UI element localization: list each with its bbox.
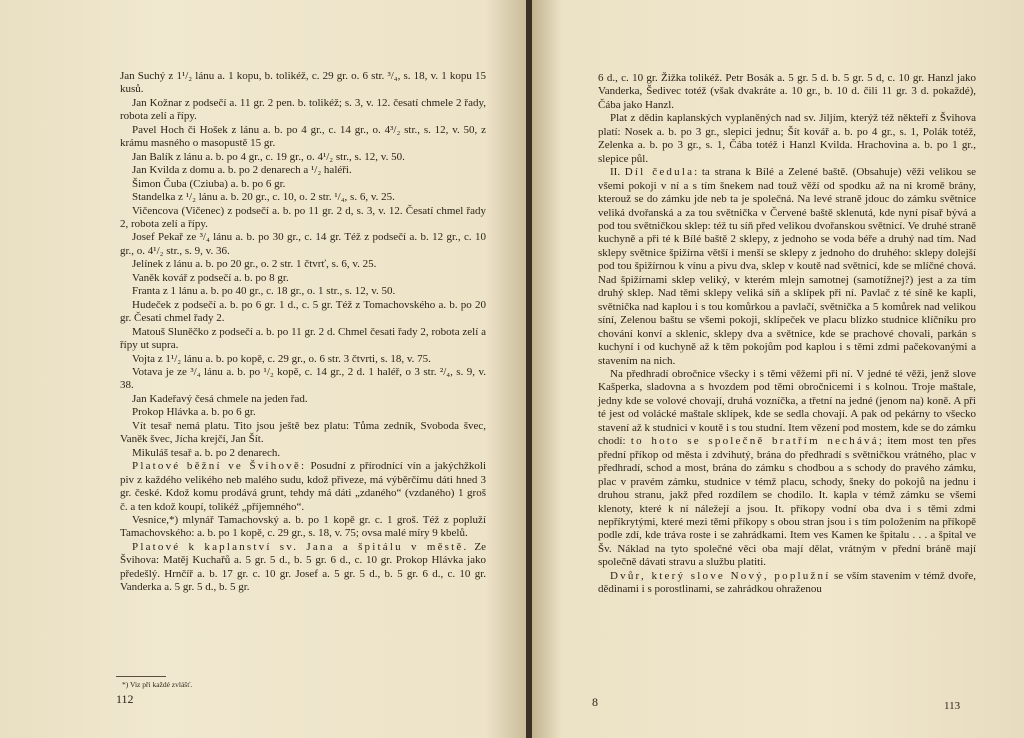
spaced-heading: Platové k kaplanství sv. Jana a špitálu v městě.: [132, 540, 469, 553]
section-paragraph-predhradi: [598, 368, 976, 570]
right-page-text: [598, 72, 976, 597]
paragraph: Vičencova (Vičenec) z podsečí a. b. po 11 gr. 2 d, s. 3, v. 12. Česatí chmel řady 2, robota zelí a řípy.: [120, 204, 486, 230]
paragraph: Jan Kvilda z domu a. b. po 2 denarech a ¹/₂ haléři.: [132, 164, 352, 177]
paragraph: Šimon Čuba (Cziuba) a. b. po 6 gr.: [132, 177, 286, 190]
paragraph: Vesnice,*) mlynář Tamachovský a. b. po 1 kopě gr. c. 1 groš. Též z popluží Tamachovského: a. b. po 1 kopě, c. 29 gr., s. 18, v. 75; ovsa malé míry 9 kbelů.: [120, 513, 486, 540]
section-number: II.: [610, 166, 625, 179]
paragraph: Plat z dědin kaplanských vyplaněných nad sv. Jiljím, kterýž též někteří z Švihova platí: Nosek a. b. po 3 gr., slepici jednu; Šít kovář a. b. po 4 gr., s. 1, Polák totéž, Zelenka a. b. po 3 gr., s. 1, Čába totéž i Hanzl Kvilda. Hrachovina a. b. po 1 gr., slepice půl.: [598, 112, 976, 165]
paragraph: Jan Suchý z 1¹/₂ lánu a. 1 kopu, b. tolikéž, c. 29 gr. o. 6 str. ³/₄, s. 18, v. 1 kopu 15 kusů.: [120, 70, 486, 96]
paragraph: Jan Balík z lánu a. b. po 4 gr., c. 19 gr., o. 4¹/₂ str., s. 12, v. 50.: [132, 150, 405, 163]
paragraph: Jelínek z lánu a. b. po 20 gr., o. 2 str. 1 čtvrť, s. 6, v. 25.: [132, 258, 377, 271]
paragraph-body: Posudní z přírodnící vín a jakýchžkoli piv z každého velikého neb malého sudu, kdož přiveze, má výběrčímu dáti hned 3 gr. české. Kdož komu prodává grunt, tehdy má dáti „zdaného“ (vzdaného) 1 groš č. a ten kdož koupí, tolikéž „příjemného“.: [120, 460, 486, 513]
page-number-right: 113: [944, 700, 961, 712]
paragraph: 6 d., c. 10 gr. Žižka tolikéž. Petr Bosák a. 5 gr. 5 d. b. 5 gr. 5 d, c. 10 gr. Hanzl jako Vanderka, Šedivec totéž (však dvakráte a. 10 gr., b. 10 d. čili 11 gr. 3 d. pokaždé), Čába jako Hanzl.: [598, 72, 976, 111]
section-paragraph-svihov: [120, 460, 486, 514]
paragraph: Franta z 1 lánu a. b. po 40 gr., c. 18 gr., o. 1 str., s. 12, v. 50.: [132, 285, 396, 298]
spaced-heading: Díl čedula: [624, 166, 695, 179]
paragraph-body: se vším stavením v témž dvoře, dědinami i s porostlinami, se zahrádkou ohraženou: [598, 569, 976, 596]
paragraph: Hudeček z podsečí a. b. po 6 gr. 1 d., c. 5 gr. Též z Tomachovského a. b. po 20 gr. Česati chmel řady 2.: [120, 298, 486, 325]
paragraph-body: Ze Švihova: Matěj Kuchařů a. 5 gr. 5 d., b. 5 gr. 6 d., c. 10 gr. Prokop Hlávka jako předešlý. Hrnčíř a. b. 17 gr. c. 10 gr. Josef a. 5 gr. 5 d., b. 5 gr. 6 d., c. 10 gr. Vanderka a. 5 gr. 5 d., b. 5 gr.: [120, 540, 486, 594]
paragraph: Josef Pekař ze ³/₄ lánu a. b. po 30 gr., c. 14 gr. Též z podsečí a. b. 12 gr., c. 10 gr., o. 4¹/₂ str., s. 9, v. 36.: [120, 231, 486, 257]
section-paragraph-dil: [598, 166, 976, 368]
footnote: *) Viz při každé zvlášť.: [122, 680, 193, 689]
page-number-left: 112: [116, 692, 134, 706]
paragraph-body: Na předhradí obročnice všecky i s těmi věžemi při ní. V jedné té věži, jenž slove Kašperka, sladovna a s hvozdem pod těmi obročnicemi i s kolnou. Troje maštale, jedny kde se volové chovají, druhá vozníčka, a třetní na jedné (jenom na) koně. A při té jest od volácké maštale sklípek, kde se sedla chovají. A pak od pekárny to všecko stavení až k studnici v koutě i s tou studní. Item vězení pod mostem, kde se do zámku chodí:: [598, 367, 976, 448]
paragraph: Matouš Sluněčko z podsečí a. b. po 11 gr. 2 d. Chmel česati řady 2, robota zelí a řípy ut supra.: [120, 325, 486, 352]
paragraph: Pavel Hoch či Hošek z lánu a. b. po 4 gr., c. 14 gr., o. 4³/₂ str., s. 12, v. 50, z krámu masného o masopustě 15 gr.: [120, 123, 486, 150]
paragraph: Standelka z ¹/₂ lánu a. b. 20 gr., c. 10, o. 2 str. ¹/₄, s. 6, v. 25.: [132, 191, 395, 204]
section-paragraph-kaplanstvi: [120, 541, 486, 595]
section-paragraph-dvur: [598, 570, 976, 597]
paragraph: Vít tesař nemá platu. Tito jsou ještě bez platu: Tůma zedník, Svoboda švec, Vaněk švec, Jícha krejčí, Jan Šít.: [120, 419, 486, 446]
paragraph: Vojta z 1¹/₂ lánu a. b. po kopě, c. 29 gr., o. 6 str. 3 čtvrti, s. 18, v. 75.: [132, 352, 431, 365]
spaced-phrase: to hoto se společně bratřím nechává: [630, 435, 879, 448]
paragraph-body: : ta strana k Bílé a Zelené baště. (Obsahuje) věži velikou se všemi pokoji v ní a s tím šnekem nad touž věží od spodku až na ni kromě brány, kterouž se do zámku jde neb ta je společná. Na levé straně jdouc do zámku světnice veliká dvořanská a za tou světnička v Červené baště sklenutá, kde nyní písař bývá a pod tou světničkou sklep: též tu síň před velikou dvořanskou světnicí. Ve druhé straně kuchyně a při té k Bílé baště 2 sklepy, z jednoho se voda béře a druhý nad tím. Nad sklepy světnice špižírna větší i menší se sklepy z jednoho do druhého: sklepy dolejší pod tou špižírnou k vínu a pivu dva, sklep v koutě nad světnicí, kde se mlíčné chová. Nad špižírnami sklep veliký, v kterém mlejn samotnej (samotížnej?) jest a za tím druhý sklep. Nad těmi sklepy veliká síň a sklípek při ní. Pavlač z té síně ke kapli, světnička nad kaplou i s tou komůrkou a pavlačí, světnička a 5 komůrek nad velikou síní, Zelenou baštu se všemi pokoji, sklípeček ve placu blízko studnice klíčníku pro chování konví a sklenic, sklepy dva a světnice, kde se prachové chovali, parkán s kuchyní i od kuchyně až k těm pokojům pod kaplou i s těmi zdmi pačekovanými a stavením na nich.: [598, 166, 977, 367]
paragraph-body: ; item most ten přes přední příkop od města i zdvihutý, brána do předhradí s světničkou vrátného, plac v předhradí, schod a most, brána do zámku s chodbou a s schody do pravého zámku, plac v pravém zámku, studnice v témž placu, schody, šneky do pokojů na jednu i druhou stranu, jakž před rozdílem se chodilo. It. kapla v témž zámku se všemi klenoty, které k ní náležejí a jsou. It. příkopy vodní oba dva i s těmi zdmi nepříkrytými, které mezi těmi příkopy s obou stran jsou i s tím položením na příkopě podle zdí, kde tráva roste i se zahrádkami. Item ves Kamen ke špitalu . . . a špital ve Šv. Náklad na tyto společné věci oba mají dělat, vrátným v přední bráně mají společně dávati stravu a službu platiti.: [598, 435, 977, 569]
signature-mark: 8: [592, 695, 598, 709]
paragraph: Prokop Hlávka a. b. po 6 gr.: [132, 406, 256, 419]
paragraph: Mikuláš tesař a. b. po 2 denarech.: [132, 446, 281, 459]
left-page-text: [120, 70, 486, 595]
paragraph: Jan Kožnar z podsečí a. 11 gr. 2 pen. b. tolikéž; s. 3, v. 12. česatí chmele 2 řady, robota zelí a řípy.: [120, 96, 486, 123]
paragraph: Jan Kadeřavý česá chmele na jeden řad.: [132, 392, 308, 405]
spaced-heading: Dvůr, který slove Nový, poplužní: [610, 569, 831, 582]
right-page: [532, 0, 1024, 738]
paragraph: Vaněk kovář z podsečí a. b. po 8 gr.: [132, 271, 289, 284]
paragraph: Votava je ze ³/₄ lánu a. b. po ¹/₂ kopě, c. 14 gr., 2 d. 1 haléř, o 3 str. ²/₄, s. 9, v. 38.: [120, 365, 486, 392]
footnote-rule: [116, 676, 166, 677]
spaced-heading: Platové běžní ve Švihově:: [132, 460, 307, 473]
